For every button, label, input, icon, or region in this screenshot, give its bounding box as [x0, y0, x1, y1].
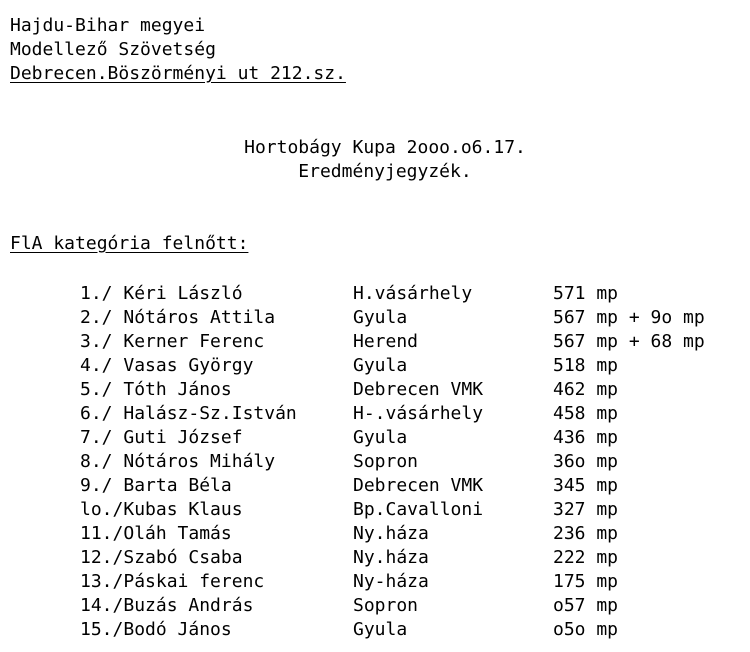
score: 327 mp	[553, 499, 619, 520]
rank-name	[80, 378, 232, 402]
city: Herend	[353, 331, 419, 352]
rank: 7./	[80, 427, 113, 448]
city: Ny.háza	[353, 523, 429, 544]
competitor-name: Nótáros Mihály	[123, 451, 276, 472]
rank: 13./	[80, 571, 124, 592]
rank: 14./	[80, 595, 124, 616]
competitor-name: Páskai ferenc	[123, 571, 265, 592]
city: Ny-háza	[353, 571, 429, 592]
result-row	[0, 426, 750, 450]
score: 462 mp	[553, 379, 619, 400]
rank: 5./	[80, 379, 113, 400]
result-row	[0, 450, 750, 474]
org-address: Debrecen.Böszörményi ut 212.sz.	[10, 63, 346, 84]
rank-name	[80, 546, 243, 570]
competitor-name: Buzás András	[123, 595, 254, 616]
result-row	[0, 474, 750, 498]
score: 222 mp	[553, 547, 619, 568]
score: o5o mp	[553, 619, 619, 640]
rank: 1./	[80, 283, 113, 304]
result-row	[0, 498, 750, 522]
rank-name	[80, 282, 243, 306]
rank: 8./	[80, 451, 113, 472]
city: Gyula	[353, 427, 408, 448]
rank: 12./	[80, 547, 124, 568]
competitor-name: Szabó Csaba	[123, 547, 243, 568]
result-row	[0, 618, 750, 642]
score: 458 mp	[553, 403, 619, 424]
result-row	[0, 378, 750, 402]
rank: 4./	[80, 355, 113, 376]
city: Debrecen VMK	[353, 475, 484, 496]
score: 236 mp	[553, 523, 619, 544]
competitor-name: Kéri László	[123, 283, 243, 304]
competitor-name: Tóth János	[123, 379, 232, 400]
results-heading: Eredményjegyzék.	[298, 161, 472, 182]
city: Ny.háza	[353, 547, 429, 568]
rank-name	[80, 522, 232, 546]
score: 518 mp	[553, 355, 619, 376]
org-name-line2: Modellező Szövetség	[10, 39, 216, 60]
competitor-name: Oláh Tamás	[123, 523, 232, 544]
city: Bp.Cavalloni	[353, 499, 484, 520]
rank-name	[80, 618, 232, 642]
result-row	[0, 522, 750, 546]
rank: 3./	[80, 331, 113, 352]
city: H.vásárhely	[353, 283, 473, 304]
rank-name	[80, 306, 275, 330]
rank: 6./	[80, 403, 113, 424]
result-row	[0, 282, 750, 306]
rank: 9./	[80, 475, 113, 496]
cup-title: Hortobágy Kupa 2ooo.o6.17.	[244, 137, 526, 158]
city: Gyula	[353, 619, 408, 640]
competitor-name: Bodó János	[123, 619, 232, 640]
score: 571 mp	[553, 283, 619, 304]
city: H-.vásárhely	[353, 403, 484, 424]
score: o57 mp	[553, 595, 619, 616]
result-row	[0, 330, 750, 354]
rank: 15./	[80, 619, 124, 640]
competitor-name: Barta Béla	[123, 475, 232, 496]
result-row	[0, 354, 750, 378]
rank-name	[80, 570, 264, 594]
result-row	[0, 306, 750, 330]
rank: 11./	[80, 523, 124, 544]
rank-name	[80, 594, 253, 618]
competitor-name: Kerner Ferenc	[123, 331, 265, 352]
score: 436 mp	[553, 427, 619, 448]
score: 567 mp + 68 mp	[553, 331, 705, 352]
score: 36o mp	[553, 451, 619, 472]
rank-name	[80, 330, 264, 354]
rank-name	[80, 498, 243, 522]
rank-name	[80, 402, 297, 426]
rank-name	[80, 426, 243, 450]
competitor-name: Kubas Klaus	[123, 499, 243, 520]
category-heading: FlA kategória felnőtt:	[10, 233, 249, 254]
org-name-line1: Hajdu-Bihar megyei	[10, 15, 206, 36]
competitor-name: Nótáros Attila	[123, 307, 276, 328]
city: Sopron	[353, 595, 419, 616]
city: Debrecen VMK	[353, 379, 484, 400]
city: Gyula	[353, 355, 408, 376]
rank-name	[80, 474, 232, 498]
rank-name	[80, 450, 275, 474]
result-row	[0, 594, 750, 618]
result-row	[0, 546, 750, 570]
competitor-name: Guti József	[123, 427, 243, 448]
competitor-name: Halász-Sz.István	[123, 403, 297, 424]
rank: 2./	[80, 307, 113, 328]
rank-name	[80, 354, 253, 378]
competitor-name: Vasas György	[123, 355, 254, 376]
score: 345 mp	[553, 475, 619, 496]
result-row	[0, 570, 750, 594]
city: Sopron	[353, 451, 419, 472]
score: 175 mp	[553, 571, 619, 592]
result-row	[0, 402, 750, 426]
score: 567 mp + 9o mp	[553, 307, 705, 328]
city: Gyula	[353, 307, 408, 328]
rank: lo./	[80, 499, 124, 520]
